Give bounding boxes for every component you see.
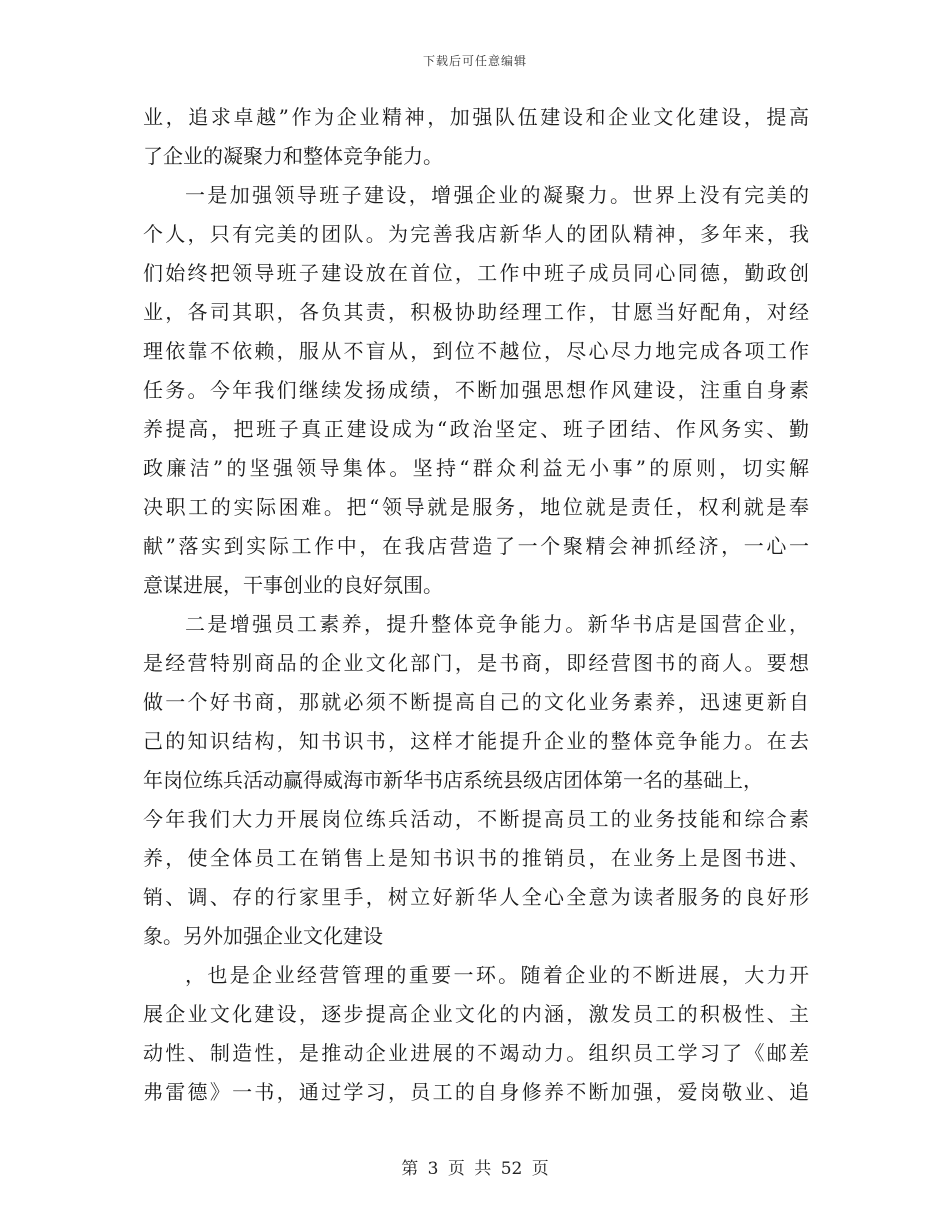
text-line: 养，使全体员工在销售上是知书识书的推销员，在业务上是图书进、 [143, 846, 809, 870]
text-line: 动性、制造性，是推动企业进展的不竭动力。组织员工学习了《邮差 [143, 1041, 809, 1065]
text-line: 意谋进展，干事创业的良好氛围。 [143, 573, 443, 597]
text-line: 是经营特别商品的企业文化部门，是书商，即经营图书的商人。要想 [143, 651, 809, 675]
text-line: 任务。今年我们继续发扬成绩，不断加强思想作风建设，注重自身素 [143, 378, 809, 402]
text-line: 象。另外加强企业文化建设 [143, 924, 383, 948]
text-line: 决职工的实际困难。把“领导就是服务，地位就是责任，权利就是奉 [143, 495, 809, 519]
page-footer: 第 3 页 共 52 页 [401, 1159, 549, 1179]
text-line: 养提高，把班子真正建设成为“政治坚定、班子团结、作风务实、勤 [143, 417, 809, 441]
document-body [143, 98, 809, 1112]
text-line: 做一个好书商，那就必须不断提高自己的文化业务素养，迅速更新自 [143, 690, 809, 714]
text-line: 一是加强领导班子建设，增强企业的凝聚力。世界上没有完美的 [185, 183, 809, 207]
text-line: 己的知识结构，知书识书，这样才能提升企业的整体竞争能力。在去 [143, 729, 809, 753]
text-line: 业，各司其职，各负其责，积极协助经理工作，甘愿当好配角，对经 [143, 300, 809, 324]
text-line: 展企业文化建设，逐步提高企业文化的内涵，激发员工的积极性、主 [143, 1002, 809, 1026]
text-line: 今年我们大力开展岗位练兵活动，不断提高员工的业务技能和综合素 [143, 807, 809, 831]
text-line: 们始终把领导班子建设放在首位，工作中班子成员同心同德，勤政创 [143, 261, 809, 285]
text-line: 个人，只有完美的团队。为完善我店新华人的团队精神，多年来，我 [143, 222, 809, 246]
text-line: 政廉洁”的坚强领导集体。坚持“群众利益无小事”的原则，切实解 [143, 456, 809, 480]
text-line: 献”落实到实际工作中，在我店营造了一个聚精会神抓经济，一心一 [143, 534, 809, 558]
text-line: 年岗位练兵活动赢得威海市新华书店系统县级店团体第一名的基础上， [143, 768, 763, 792]
text-line: 业，追求卓越”作为企业精神，加强队伍建设和企业文化建设，提高 [143, 105, 809, 129]
text-line: 理依靠不依赖，服从不盲从，到位不越位，尽心尽力地完成各项工作 [143, 339, 809, 363]
text-line: 销、调、存的行家里手，树立好新华人全心全意为读者服务的良好形 [143, 885, 809, 909]
text-line: 二是增强员工素养，提升整体竞争能力。新华书店是国营企业， [185, 612, 809, 636]
text-line: 弗雷德》一书，通过学习，员工的自身修养不断加强，爱岗敬业、追 [143, 1080, 809, 1104]
page-header: 下载后可任意编辑 [422, 54, 527, 68]
text-line: ，也是企业经营管理的重要一环。随着企业的不断进展，大力开 [185, 963, 809, 987]
text-line: 了企业的凝聚力和整体竞争能力。 [143, 144, 443, 168]
